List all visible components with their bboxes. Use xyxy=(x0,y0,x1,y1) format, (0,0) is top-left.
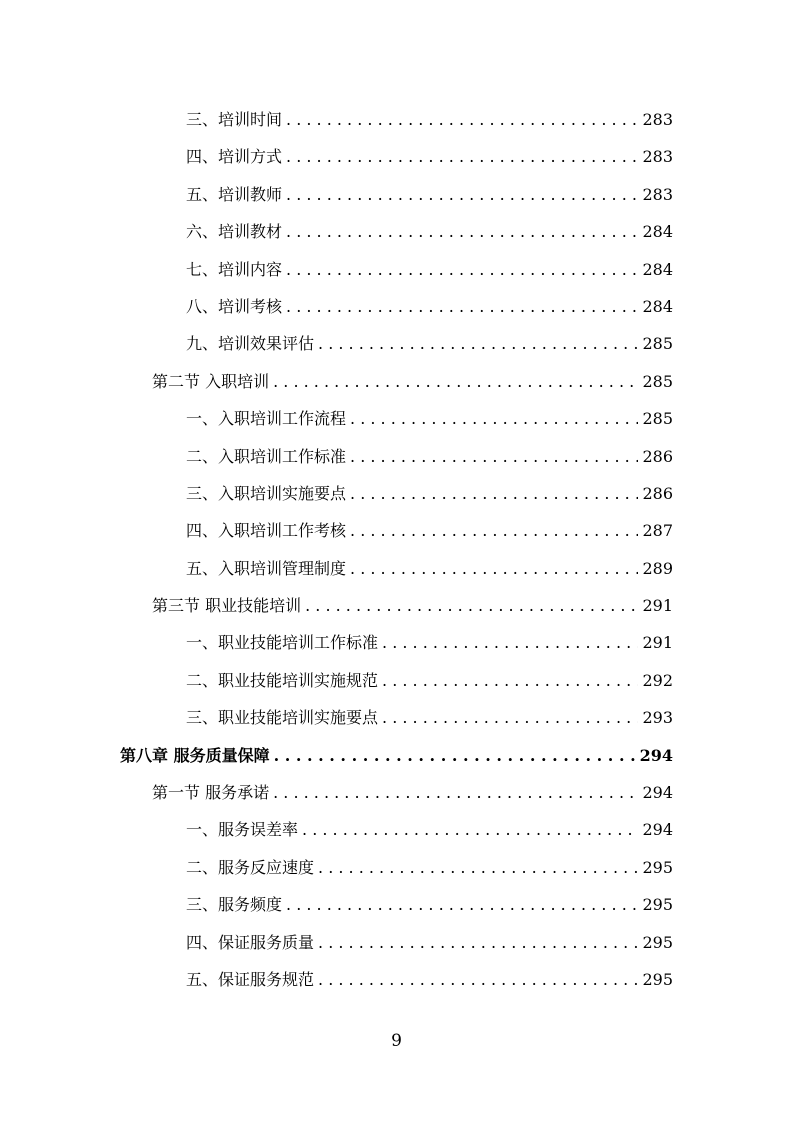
toc-entry-page: 295 xyxy=(642,857,673,877)
dot-leader xyxy=(350,550,638,587)
toc-entry-page: 286 xyxy=(642,483,673,503)
toc-entry-title: 一、职业技能培训工作标准 xyxy=(186,633,379,653)
toc-entry-page: 289 xyxy=(642,558,673,578)
toc-entry-page: 285 xyxy=(642,409,673,429)
dot-leader xyxy=(350,400,638,437)
toc-item-entry[interactable] xyxy=(0,438,793,475)
toc-entry-title: 三、职业技能培训实施要点 xyxy=(186,708,379,728)
toc-item-entry[interactable] xyxy=(0,699,793,736)
toc-entry-title: 三、培训时间 xyxy=(186,110,283,129)
toc-entry-title: 一、入职培训工作流程 xyxy=(186,409,347,429)
toc-item-entry[interactable] xyxy=(0,176,793,213)
table-of-contents xyxy=(0,101,793,998)
toc-item-entry[interactable] xyxy=(0,811,793,848)
toc-item-entry[interactable] xyxy=(0,251,793,288)
toc-item-entry[interactable] xyxy=(0,288,793,325)
toc-item-entry[interactable] xyxy=(0,924,793,961)
toc-entry-title: 二、职业技能培训实施规范 xyxy=(186,670,379,690)
toc-item-entry[interactable] xyxy=(0,512,793,549)
toc-entry-title: 九、培训效果评估 xyxy=(186,334,315,354)
dot-leader xyxy=(273,363,638,400)
dot-leader xyxy=(274,737,636,774)
toc-entry-page: 295 xyxy=(642,895,673,915)
toc-item-entry[interactable] xyxy=(0,849,793,886)
toc-entry-page: 287 xyxy=(642,521,673,541)
toc-entry-title: 三、服务频度 xyxy=(186,895,283,915)
toc-section-entry[interactable] xyxy=(0,774,793,811)
toc-section-entry[interactable] xyxy=(0,587,793,624)
toc-entry-title: 第一节 服务承诺 xyxy=(152,783,270,803)
dot-leader xyxy=(318,961,638,998)
dot-leader xyxy=(286,101,638,138)
toc-entry-page: 284 xyxy=(642,259,673,279)
toc-entry-page: 283 xyxy=(642,110,673,129)
toc-section-entry[interactable] xyxy=(0,363,793,400)
toc-entry-page: 295 xyxy=(642,932,673,952)
toc-entry-title: 四、入职培训工作考核 xyxy=(186,521,347,541)
toc-entry-title: 第三节 职业技能培训 xyxy=(152,596,302,616)
dot-leader xyxy=(286,213,638,250)
dot-leader xyxy=(382,699,638,736)
toc-entry-page: 284 xyxy=(642,296,673,316)
toc-entry-title: 第二节 入职培训 xyxy=(152,371,270,391)
toc-item-entry[interactable] xyxy=(0,475,793,512)
toc-entry-page: 284 xyxy=(642,222,673,242)
toc-item-entry[interactable] xyxy=(0,624,793,661)
dot-leader xyxy=(350,512,638,549)
toc-item-entry[interactable] xyxy=(0,662,793,699)
toc-item-entry[interactable] xyxy=(0,101,793,138)
dot-leader xyxy=(350,475,638,512)
toc-entry-title: 五、入职培训管理制度 xyxy=(186,558,347,578)
toc-entry-title: 七、培训内容 xyxy=(186,259,283,279)
toc-item-entry[interactable] xyxy=(0,213,793,250)
toc-entry-title: 五、培训教师 xyxy=(186,184,283,204)
toc-entry-page: 295 xyxy=(642,969,673,989)
dot-leader xyxy=(318,325,638,362)
toc-entry-title: 二、服务反应速度 xyxy=(186,857,315,877)
toc-item-entry[interactable] xyxy=(0,138,793,175)
toc-entry-page: 291 xyxy=(642,596,673,616)
dot-leader xyxy=(305,587,638,624)
toc-entry-title: 六、培训教材 xyxy=(186,222,283,242)
toc-entry-title: 第八章 服务质量保障 xyxy=(120,745,270,765)
dot-leader xyxy=(318,849,638,886)
toc-entry-page: 293 xyxy=(642,708,673,728)
toc-item-entry[interactable] xyxy=(0,550,793,587)
toc-entry-page: 294 xyxy=(642,820,673,840)
toc-entry-page: 285 xyxy=(642,371,673,391)
toc-entry-title: 三、入职培训实施要点 xyxy=(186,483,347,503)
dot-leader xyxy=(273,774,638,811)
toc-entry-page: 285 xyxy=(642,334,673,354)
toc-entry-page: 292 xyxy=(642,670,673,690)
dot-leader xyxy=(350,438,638,475)
dot-leader xyxy=(302,811,638,848)
dot-leader xyxy=(318,924,638,961)
toc-entry-page: 283 xyxy=(642,184,673,204)
toc-chapter-entry[interactable] xyxy=(0,737,793,774)
toc-entry-page: 294 xyxy=(639,745,673,765)
toc-item-entry[interactable] xyxy=(0,961,793,998)
toc-entry-page: 294 xyxy=(642,783,673,803)
dot-leader xyxy=(286,138,638,175)
toc-item-entry[interactable] xyxy=(0,886,793,923)
toc-entry-page: 283 xyxy=(642,147,673,167)
toc-entry-title: 四、培训方式 xyxy=(186,147,283,167)
toc-entry-title: 二、入职培训工作标准 xyxy=(186,446,347,466)
toc-entry-page: 291 xyxy=(642,633,673,653)
toc-entry-page: 286 xyxy=(642,446,673,466)
toc-item-entry[interactable] xyxy=(0,325,793,362)
toc-entry-title: 五、保证服务规范 xyxy=(186,969,315,989)
dot-leader xyxy=(286,288,638,325)
dot-leader xyxy=(286,251,638,288)
toc-entry-title: 八、培训考核 xyxy=(186,296,283,316)
toc-entry-title: 四、保证服务质量 xyxy=(186,932,315,952)
dot-leader xyxy=(382,624,638,661)
dot-leader xyxy=(382,662,638,699)
dot-leader xyxy=(286,176,638,213)
toc-item-entry[interactable] xyxy=(0,400,793,437)
toc-entry-title: 一、服务误差率 xyxy=(186,820,299,840)
page-number: 9 xyxy=(391,1031,402,1051)
dot-leader xyxy=(286,886,638,923)
